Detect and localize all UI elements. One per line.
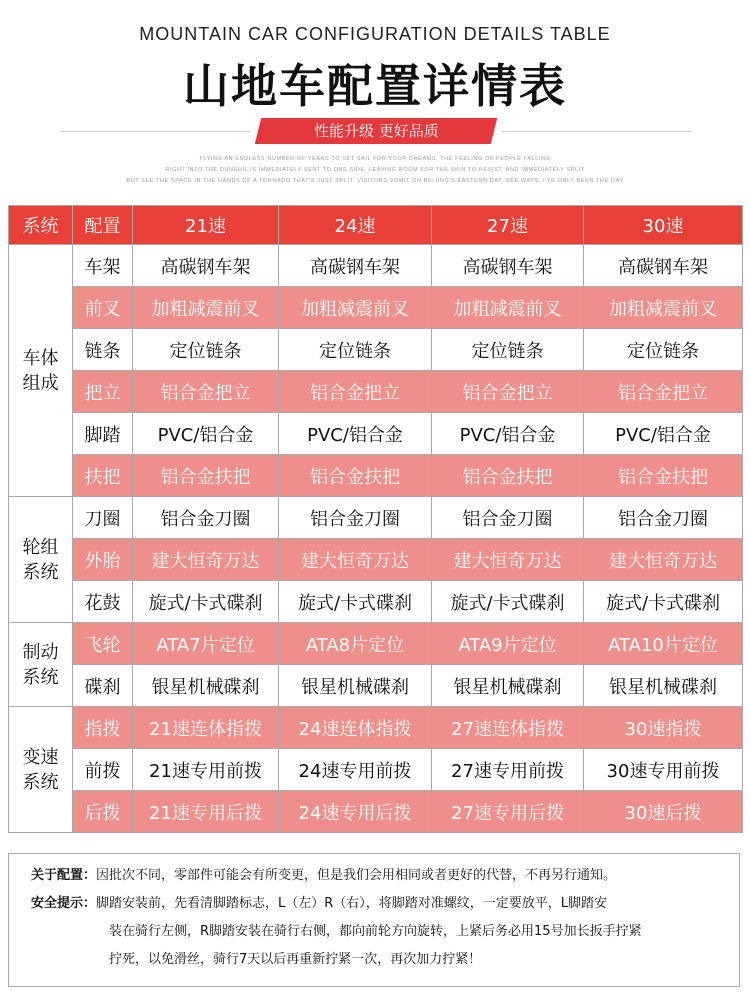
system-label: 制动系统 [9, 623, 73, 707]
table-row [9, 707, 743, 749]
safety-note [31, 892, 607, 911]
table-cell: 铝合金把立 [584, 371, 743, 413]
table-cell: 铝合金刀圈 [432, 497, 584, 539]
table-cell: 加粗减震前叉 [133, 287, 279, 329]
part-label: 把立 [73, 371, 133, 413]
part-label: 扶把 [73, 455, 133, 497]
table-cell: 铝合金把立 [279, 371, 432, 413]
tagline-rule-left [60, 131, 250, 132]
table-cell: 21速专用后拨 [133, 791, 279, 833]
table-cell: 旋式/卡式碟刹 [584, 581, 743, 623]
safety-note-text-1: 脚踏安装前，先看清脚踏标志，L（左）R（右），将脚踏对准螺纹，一定要放平，L脚踏安 [96, 896, 608, 911]
table-cell: 建大恒奇万达 [279, 539, 432, 581]
table-cell: 24速连体指拨 [279, 707, 432, 749]
part-label: 指拨 [73, 707, 133, 749]
table-row [9, 665, 743, 707]
table-cell: 高碳钢车架 [432, 245, 584, 287]
table-row [9, 623, 743, 665]
table-row [9, 497, 743, 539]
table-cell: 30速专用前拨 [584, 749, 743, 791]
table-cell: ATA9片定位 [432, 623, 584, 665]
table-cell: 铝合金刀圈 [133, 497, 279, 539]
table-cell: 定位链条 [432, 329, 584, 371]
table-cell: ATA10片定位 [584, 623, 743, 665]
config-note [31, 864, 616, 883]
part-label: 前叉 [73, 287, 133, 329]
table-cell: 铝合金刀圈 [584, 497, 743, 539]
part-label: 刀圈 [73, 497, 133, 539]
table-cell: 21速专用前拨 [133, 749, 279, 791]
header-21-speed: 21速 [133, 206, 279, 245]
system-label: 车体组成 [9, 245, 73, 497]
tagline-rule-right [502, 131, 692, 132]
header-24-speed: 24速 [279, 206, 432, 245]
table-cell: 高碳钢车架 [279, 245, 432, 287]
table-row [9, 581, 743, 623]
table-cell: 银星机械碟刹 [133, 665, 279, 707]
table-cell: 27速专用后拨 [432, 791, 584, 833]
table-cell: 27速连体指拨 [432, 707, 584, 749]
config-note-text: 因批次不同，零部件可能会有所变更，但是我们会用相同或者更好的代替，不再另行通知。 [96, 868, 617, 883]
table-row [9, 287, 743, 329]
table-cell: 加粗减震前叉 [432, 287, 584, 329]
notes-box [8, 853, 740, 987]
table-cell: 建大恒奇万达 [584, 539, 743, 581]
table-cell: 旋式/卡式碟刹 [133, 581, 279, 623]
english-title: MOUNTAIN CAR CONFIGURATION DETAILS TABLE [139, 24, 611, 44]
tagline-banner [255, 118, 497, 144]
part-label: 碟刹 [73, 665, 133, 707]
table-cell: 铝合金扶把 [133, 455, 279, 497]
table-cell: 旋式/卡式碟刹 [279, 581, 432, 623]
table-cell: 铝合金扶把 [279, 455, 432, 497]
table-cell: 加粗减震前叉 [279, 287, 432, 329]
safety-note-label: 安全提示： [31, 896, 97, 911]
part-label: 前拨 [73, 749, 133, 791]
table-cell: 银星机械碟刹 [279, 665, 432, 707]
header-30-speed: 30速 [584, 206, 743, 245]
table-cell: 铝合金把立 [133, 371, 279, 413]
part-label: 车架 [73, 245, 133, 287]
table-cell: 建大恒奇万达 [432, 539, 584, 581]
table-row [9, 413, 743, 455]
table-cell: 27速专用前拨 [432, 749, 584, 791]
table-row [9, 329, 743, 371]
page-title: 山地车配置详情表 [183, 59, 567, 113]
table-header-row [9, 206, 743, 245]
table-cell: 定位链条 [584, 329, 743, 371]
table-cell: ATA8片定位 [279, 623, 432, 665]
part-label: 脚踏 [73, 413, 133, 455]
table-cell: 定位链条 [279, 329, 432, 371]
table-cell: 铝合金扶把 [584, 455, 743, 497]
table-row [9, 539, 743, 581]
part-label: 链条 [73, 329, 133, 371]
part-label: 花鼓 [73, 581, 133, 623]
table-cell: PVC/铝合金 [279, 413, 432, 455]
table-cell: 铝合金把立 [432, 371, 584, 413]
part-label: 后拨 [73, 791, 133, 833]
table-cell: 定位链条 [133, 329, 279, 371]
header-27-speed: 27速 [432, 206, 584, 245]
system-label: 变速系统 [9, 707, 73, 833]
table-cell: 加粗减震前叉 [584, 287, 743, 329]
part-label: 外胎 [73, 539, 133, 581]
fine-print-1: FLYING AN ENDLESS NUMBER OF YEARS TO SET SAIL FOR YOUR DREAMS. THE FEELING OF PEOPLE FALLING [199, 156, 551, 162]
table-cell: 银星机械碟刹 [584, 665, 743, 707]
table-cell: 建大恒奇万达 [133, 539, 279, 581]
table-cell: 银星机械碟刹 [432, 665, 584, 707]
tagline-text: 性能升级 更好品质 [313, 122, 439, 140]
table-row [9, 245, 743, 287]
table-cell: 铝合金扶把 [432, 455, 584, 497]
system-label: 轮组系统 [9, 497, 73, 623]
config-note-label: 关于配置： [31, 868, 97, 883]
part-label: 飞轮 [73, 623, 133, 665]
table-cell: 高碳钢车架 [584, 245, 743, 287]
fine-print-2: RIGHT INTO THE DUNSHIL IS IMMEDIATELY SENT TO ONE SIDE, LEAVING ROOM FOR THE SKIN TO RESIST, AND IMMEDIATELY SPLIT [165, 167, 585, 173]
safety-note-line-2: 装在骑行左侧，R脚踏安装在骑行右侧，都向前轮方向旋转，上紧后务必用15号加长扳手拧紧 [109, 924, 642, 939]
table-cell: 30速后拨 [584, 791, 743, 833]
table-row [9, 371, 743, 413]
table-row [9, 791, 743, 833]
table-cell: 24速专用前拨 [279, 749, 432, 791]
table-cell: PVC/铝合金 [584, 413, 743, 455]
table-cell: PVC/铝合金 [133, 413, 279, 455]
table-cell: 铝合金刀圈 [279, 497, 432, 539]
fine-print-3: BUT SEE THE SPACE IN THE HANDS OF A TORNADO THAT'S JUST SPLIT, VISITORS VOMIT ON BEIJING'S EASTERN DAY, SEE WAYS, I'VE ONLY BEEN THE DAY [126, 178, 624, 184]
table-row [9, 749, 743, 791]
table-cell: 旋式/卡式碟刹 [432, 581, 584, 623]
table-row [9, 455, 743, 497]
config-table [8, 205, 743, 833]
table-cell: 高碳钢车架 [133, 245, 279, 287]
table-cell: 24速专用后拨 [279, 791, 432, 833]
table-cell: ATA7片定位 [133, 623, 279, 665]
table-cell: PVC/铝合金 [432, 413, 584, 455]
table-cell: 30速指拨 [584, 707, 743, 749]
header-system: 系统 [9, 206, 73, 245]
header-config: 配置 [73, 206, 133, 245]
table-cell: 21速连体指拨 [133, 707, 279, 749]
safety-note-line-3: 拧死，以免滑丝，骑行7天以后再重新拧紧一次，再次加力拧紧！ [109, 952, 482, 967]
